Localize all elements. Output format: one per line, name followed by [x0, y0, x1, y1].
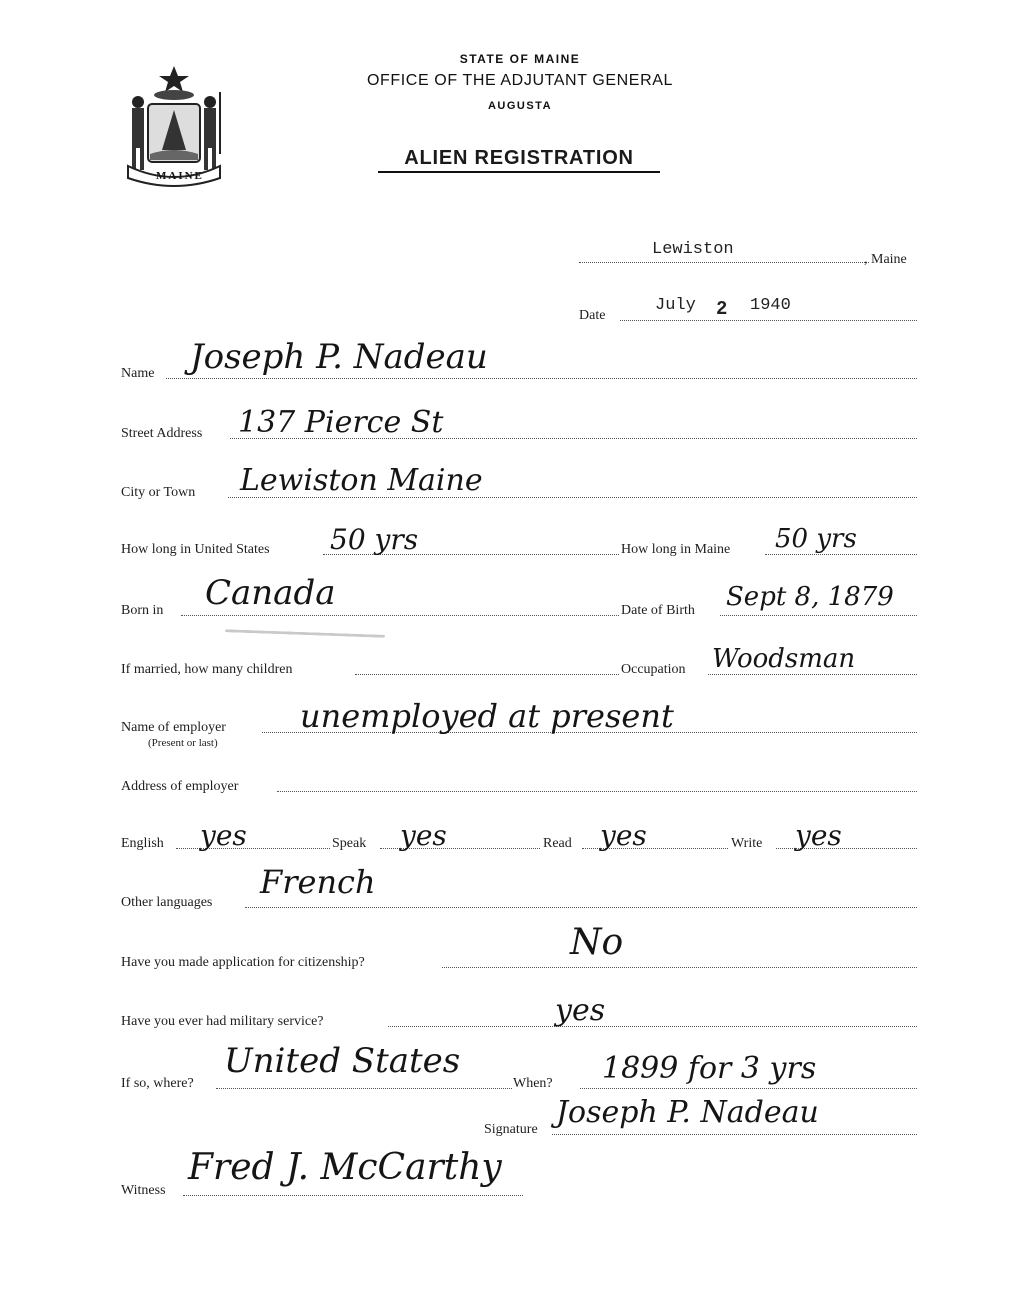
citizenship-value: No	[570, 922, 624, 963]
maine-duration-line	[765, 554, 917, 555]
street-value: 137 Pierce St	[238, 405, 444, 440]
occupation-line	[708, 674, 917, 675]
english-label: English	[121, 836, 164, 851]
employer-address-label: Address of employer	[121, 779, 239, 794]
children-line	[355, 674, 619, 675]
header-office: OFFICE OF THE ADJUTANT GENERAL	[366, 72, 674, 89]
other-languages-label: Other languages	[121, 895, 213, 910]
write-label: Write	[731, 836, 763, 851]
english-value: yes	[200, 819, 247, 852]
citizenship-label: Have you made application for citizenship?	[121, 955, 365, 970]
date-year: 1940	[750, 296, 791, 315]
signature-value: Joseph P. Nadeau	[556, 1095, 819, 1130]
name-line	[166, 378, 917, 379]
when-label: When?	[513, 1076, 553, 1091]
name-label: Name	[121, 366, 155, 381]
born-in-line	[181, 615, 619, 616]
place-value: Lewiston	[652, 240, 734, 259]
birth-date-value: Sept 8, 1879	[726, 582, 894, 612]
employer-value: unemployed at present	[300, 697, 674, 735]
read-value: yes	[600, 819, 647, 852]
header-city: AUGUSTA	[487, 100, 553, 112]
header-state: STATE OF MAINE	[459, 52, 581, 66]
occupation-value: Woodsman	[712, 644, 856, 674]
children-label: If married, how many children	[121, 662, 293, 677]
maine-duration-value: 50 yrs	[775, 524, 857, 554]
date-month: July	[655, 296, 696, 315]
where-value: United States	[224, 1041, 461, 1081]
date-line	[620, 320, 917, 321]
employer-label: Name of employer	[121, 720, 226, 735]
born-in-label: Born in	[121, 603, 164, 618]
where-line	[216, 1088, 512, 1089]
other-languages-line	[245, 907, 917, 908]
date-label: Date	[579, 308, 606, 323]
seal-banner-text: MAINE	[156, 170, 204, 182]
name-value: Joseph P. Nadeau	[190, 337, 488, 377]
military-value: yes	[555, 993, 606, 1028]
city-value: Lewiston Maine	[240, 463, 483, 498]
birth-date-line	[720, 615, 917, 616]
other-languages-value: French	[260, 863, 376, 901]
military-line	[388, 1026, 917, 1027]
speak-label: Speak	[332, 836, 367, 851]
witness-value: Fred J. McCarthy	[188, 1147, 502, 1188]
birth-date-label: Date of Birth	[621, 603, 695, 618]
pencil-stroke	[225, 629, 385, 638]
citizenship-line	[442, 967, 917, 968]
date-day: 2	[716, 298, 728, 320]
speak-value: yes	[400, 819, 447, 852]
place-suffix: , Maine	[864, 252, 907, 267]
witness-label: Witness	[121, 1183, 166, 1198]
write-value: yes	[795, 819, 842, 852]
city-label: City or Town	[121, 485, 196, 500]
signature-label: Signature	[484, 1122, 538, 1137]
employer-address-line	[277, 791, 917, 792]
when-value: 1899 for 3 yrs	[602, 1051, 817, 1086]
when-line	[580, 1088, 917, 1089]
maine-duration-label: How long in Maine	[621, 542, 731, 557]
military-label: Have you ever had military service?	[121, 1014, 324, 1029]
place-line	[579, 262, 869, 263]
form-title: ALIEN REGISTRATION	[378, 147, 660, 173]
read-label: Read	[543, 836, 572, 851]
us-duration-label: How long in United States	[121, 542, 270, 557]
employer-sublabel: (Present or last)	[148, 737, 218, 749]
born-in-value: Canada	[205, 573, 336, 613]
street-label: Street Address	[121, 426, 203, 441]
us-duration-value: 50 yrs	[330, 523, 419, 556]
occupation-label: Occupation	[621, 662, 686, 677]
signature-line	[552, 1134, 917, 1135]
where-label: If so, where?	[121, 1076, 194, 1091]
witness-line	[183, 1195, 523, 1196]
